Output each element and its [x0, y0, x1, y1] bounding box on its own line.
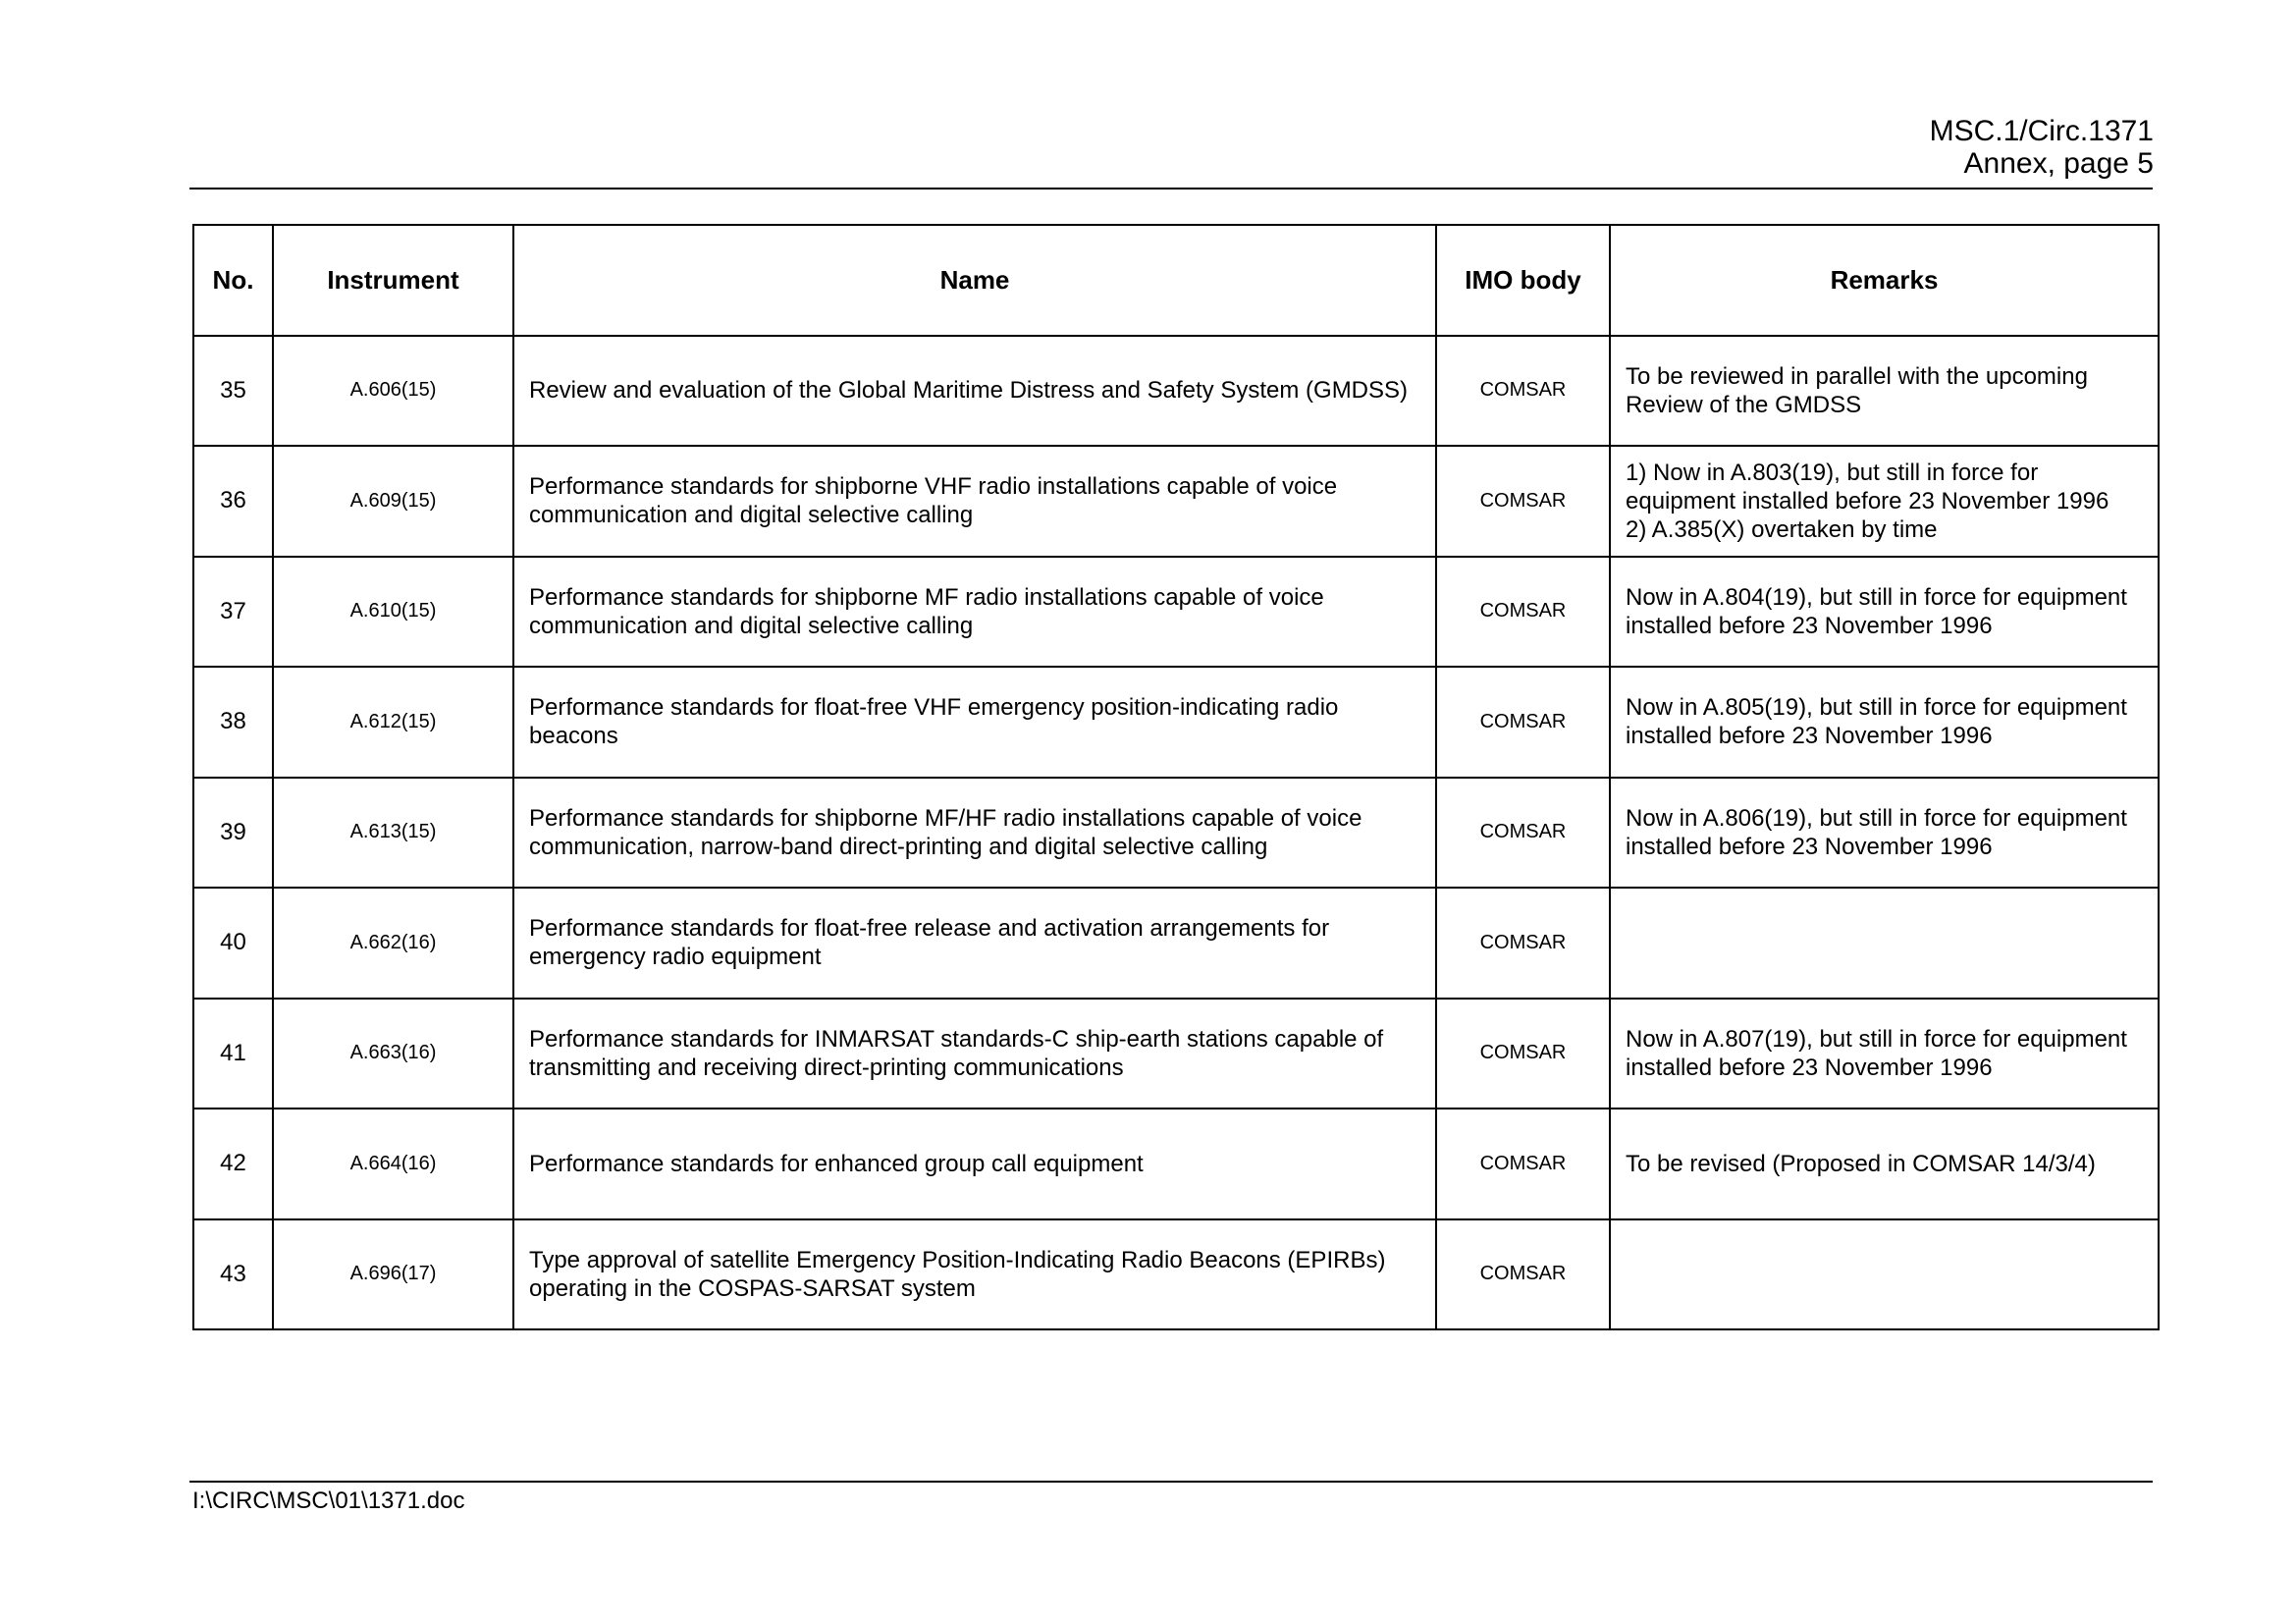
cell-no: 36	[193, 446, 273, 557]
cell-no: 38	[193, 667, 273, 778]
cell-name: Performance standards for INMARSAT standards-C ship-earth stations capable of transmitting and receiving direct-printing communications	[513, 999, 1436, 1109]
cell-imo-body: COMSAR	[1436, 336, 1610, 447]
cell-no: 42	[193, 1109, 273, 1219]
column-header-name: Name	[513, 225, 1436, 336]
cell-name: Performance standards for shipborne MF/HF radio installations capable of voice communication, narrow-band direct-printing and digital selective calling	[513, 778, 1436, 889]
column-header-imo-body: IMO body	[1436, 225, 1610, 336]
remark-text: 2) A.385(X) overtaken by time	[1626, 515, 1938, 543]
remark-text: Now in A.806(19), but still in force for equipment installed before 23 November 1996	[1626, 804, 2127, 860]
table-row	[193, 446, 2159, 557]
column-header-instrument: Instrument	[273, 225, 513, 336]
remark-text: Now in A.805(19), but still in force for equipment installed before 23 November 1996	[1626, 694, 2127, 750]
cell-name: Type approval of satellite Emergency Position-Indicating Radio Beacons (EPIRBs) operating in the COSPAS-SARSAT system	[513, 1219, 1436, 1330]
cell-instrument: A.610(15)	[273, 557, 513, 668]
header-rule	[189, 188, 2153, 189]
remark-text: Now in A.804(19), but still in force for equipment installed before 23 November 1996	[1626, 583, 2127, 639]
instruments-table	[192, 224, 2160, 1330]
remark-text: To be revised (Proposed in COMSAR 14/3/4)	[1626, 1150, 2096, 1177]
cell-imo-body: COMSAR	[1436, 557, 1610, 668]
page-header	[1930, 115, 2154, 180]
table-body	[193, 336, 2159, 1330]
cell-instrument: A.664(16)	[273, 1109, 513, 1219]
cell-remarks	[1610, 336, 2159, 447]
cell-no: 39	[193, 778, 273, 889]
cell-imo-body: COMSAR	[1436, 1219, 1610, 1330]
document-reference: MSC.1/Circ.1371	[1929, 115, 2154, 147]
cell-instrument: A.663(16)	[273, 999, 513, 1109]
cell-name: Performance standards for float-free VHF emergency position-indicating radio beacons	[513, 667, 1436, 778]
table-row	[193, 888, 2159, 999]
cell-name: Performance standards for shipborne VHF radio installations capable of voice communication and digital selective calling	[513, 446, 1436, 557]
table-row	[193, 667, 2159, 778]
cell-no: 43	[193, 1219, 273, 1330]
cell-name: Performance standards for float-free release and activation arrangements for emergency radio equipment	[513, 888, 1436, 999]
cell-imo-body: COMSAR	[1436, 446, 1610, 557]
cell-remarks	[1610, 446, 2159, 557]
table-row	[193, 999, 2159, 1109]
footer-file-path: I:\CIRC\MSC\01\1371.doc	[192, 1488, 465, 1514]
remark-text: Now in A.807(19), but still in force for equipment installed before 23 November 1996	[1626, 1025, 2127, 1081]
cell-remarks	[1610, 999, 2159, 1109]
cell-no: 37	[193, 557, 273, 668]
table-row	[193, 778, 2159, 889]
column-header-no: No.	[193, 225, 273, 336]
cell-instrument: A.613(15)	[273, 778, 513, 889]
page-reference: Annex, page 5	[1963, 147, 2154, 180]
cell-instrument: A.609(15)	[273, 446, 513, 557]
cell-remarks	[1610, 1219, 2159, 1330]
cell-imo-body: COMSAR	[1436, 778, 1610, 889]
cell-no: 40	[193, 888, 273, 999]
column-header-remarks: Remarks	[1610, 225, 2159, 336]
cell-instrument: A.662(16)	[273, 888, 513, 999]
cell-imo-body: COMSAR	[1436, 667, 1610, 778]
cell-remarks	[1610, 778, 2159, 889]
table-row	[193, 557, 2159, 668]
cell-remarks	[1610, 1109, 2159, 1219]
remark-text: 1) Now in A.803(19), but still in force for equipment installed before 23 November 1996	[1626, 459, 2109, 514]
table-row	[193, 1109, 2159, 1219]
cell-instrument: A.606(15)	[273, 336, 513, 447]
cell-name: Performance standards for shipborne MF radio installations capable of voice communication and digital selective calling	[513, 557, 1436, 668]
table-row	[193, 336, 2159, 447]
cell-imo-body: COMSAR	[1436, 999, 1610, 1109]
cell-instrument: A.612(15)	[273, 667, 513, 778]
table-row	[193, 1219, 2159, 1330]
cell-imo-body: COMSAR	[1436, 1109, 1610, 1219]
remark-text: To be reviewed in parallel with the upcoming Review of the GMDSS	[1626, 362, 2088, 418]
cell-imo-body: COMSAR	[1436, 888, 1610, 999]
cell-no: 41	[193, 999, 273, 1109]
cell-instrument: A.696(17)	[273, 1219, 513, 1330]
cell-remarks	[1610, 667, 2159, 778]
cell-name: Performance standards for enhanced group call equipment	[513, 1109, 1436, 1219]
cell-name: Review and evaluation of the Global Maritime Distress and Safety System (GMDSS)	[513, 336, 1436, 447]
cell-no: 35	[193, 336, 273, 447]
footer-rule	[189, 1481, 2153, 1483]
table-header-row	[193, 225, 2159, 336]
cell-remarks	[1610, 888, 2159, 999]
cell-remarks	[1610, 557, 2159, 668]
